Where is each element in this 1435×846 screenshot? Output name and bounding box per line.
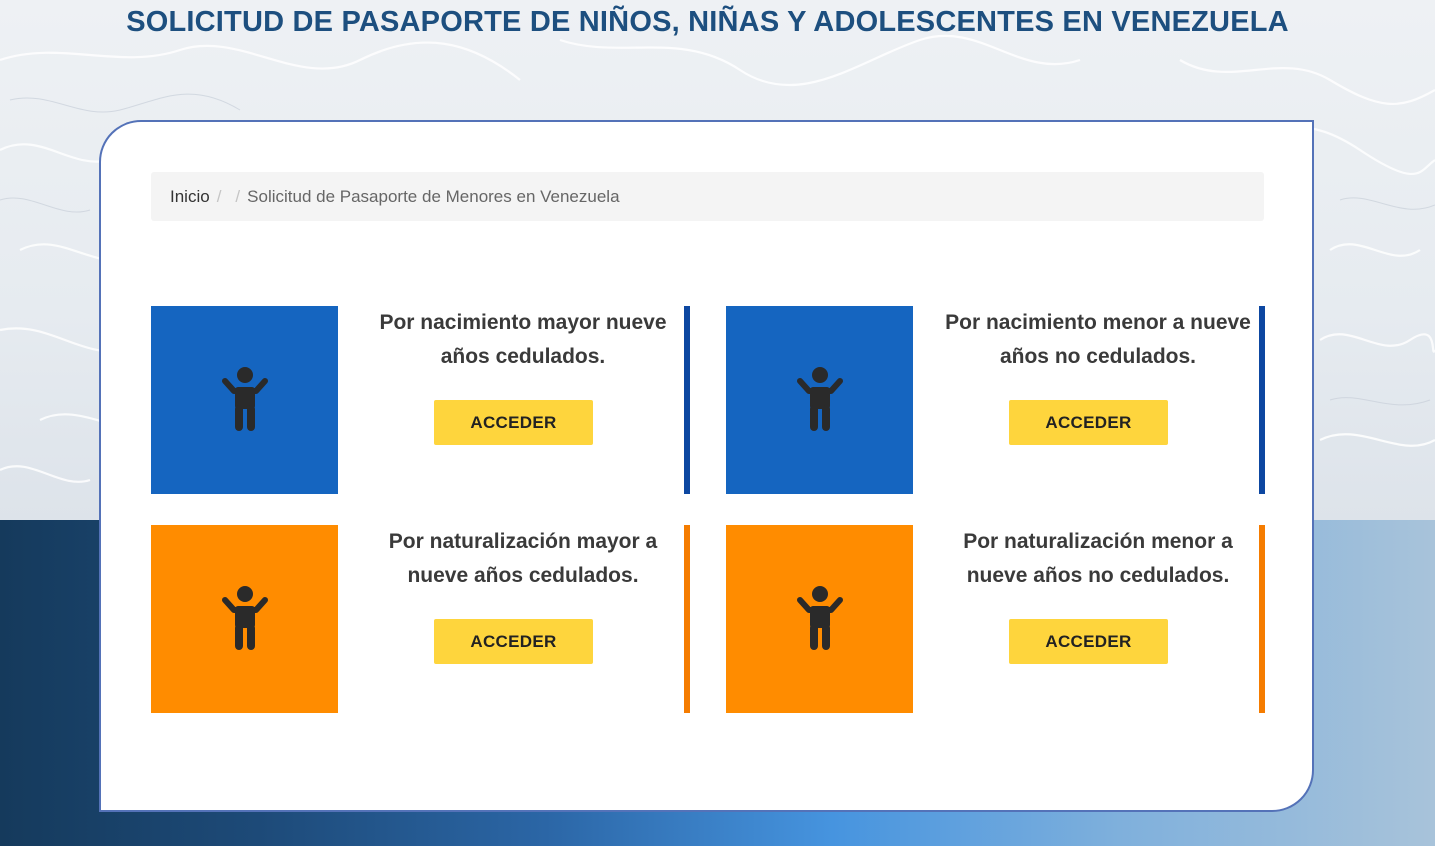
content-card — [99, 120, 1314, 812]
child-icon — [796, 367, 844, 433]
child-icon — [796, 586, 844, 652]
option-naturalization-over-nine — [151, 525, 690, 713]
page-title: SOLICITUD DE PASAPORTE DE NIÑOS, NIÑAS Y ADOLESCENTES EN VENEZUELA — [126, 6, 1289, 38]
option-label: Por nacimiento mayor nueve años cedulados. — [379, 311, 667, 368]
option-birth-over-nine — [151, 306, 690, 494]
option-tile — [151, 306, 338, 494]
accent-bar — [684, 525, 690, 713]
breadcrumb — [151, 172, 1264, 221]
option-tile — [726, 306, 913, 494]
accent-bar — [684, 306, 690, 494]
acceder-button[interactable]: ACCEDER — [434, 619, 593, 664]
accent-bar — [1259, 525, 1265, 713]
option-label: Por nacimiento menor a nueve años no cedulados. — [945, 311, 1251, 368]
option-label: Por naturalización menor a nueve años no cedulados. — [963, 530, 1233, 587]
breadcrumb-home-link[interactable]: Inicio — [170, 186, 210, 206]
child-icon — [221, 367, 269, 433]
breadcrumb-current: Solicitud de Pasaporte de Menores en Venezuela — [247, 186, 620, 206]
breadcrumb-separator: / — [235, 186, 241, 206]
breadcrumb-separator: / — [216, 186, 222, 206]
option-birth-under-nine — [726, 306, 1265, 494]
option-label: Por naturalización mayor a nueve años cedulados. — [388, 530, 658, 587]
child-icon — [221, 586, 269, 652]
option-tile — [151, 525, 338, 713]
acceder-button[interactable]: ACCEDER — [1009, 619, 1168, 664]
option-naturalization-under-nine — [726, 525, 1265, 713]
accent-bar — [1259, 306, 1265, 494]
option-tile — [726, 525, 913, 713]
acceder-button[interactable]: ACCEDER — [434, 400, 593, 445]
acceder-button[interactable]: ACCEDER — [1009, 400, 1168, 445]
